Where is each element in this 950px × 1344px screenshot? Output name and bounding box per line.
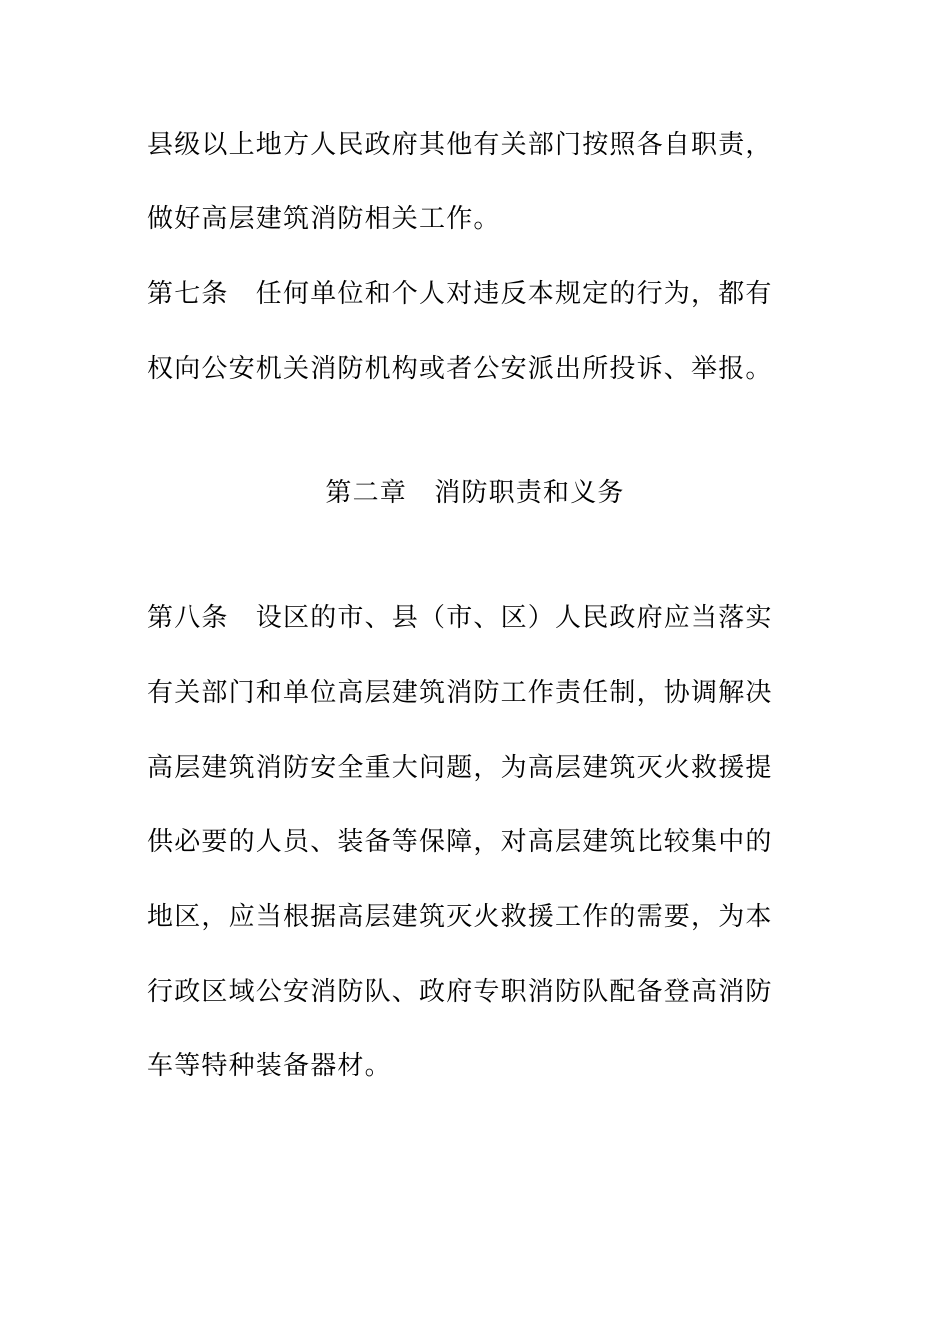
paragraph-line: 车等特种装备器材。 (147, 1051, 392, 1081)
paragraph-line: 县级以上地方人民政府其他有关部门按照各自职责， (147, 130, 773, 160)
article-7-line: 第七条 任何单位和个人对违反本规定的行为，都有 (147, 279, 773, 309)
paragraph-line: 地区，应当根据高层建筑灭火救援工作的需要，为本 (147, 902, 773, 932)
paragraph-line: 供必要的人员、装备等保障，对高层建筑比较集中的 (147, 827, 773, 857)
chapter-heading: 第二章 消防职责和义务 (325, 478, 625, 508)
article-8-line: 第八条 设区的市、县（市、区）人民政府应当落实 (147, 603, 773, 633)
paragraph-line: 做好高层建筑消防相关工作。 (147, 204, 501, 234)
paragraph-line: 有关部门和单位高层建筑消防工作责任制，协调解决 (147, 678, 773, 708)
paragraph-line: 高层建筑消防安全重大问题，为高层建筑灭火救援提 (147, 753, 773, 783)
paragraph-line: 行政区域公安消防队、政府专职消防队配备登高消防 (147, 977, 773, 1007)
paragraph-line: 权向公安机关消防机构或者公安派出所投诉、举报。 (147, 354, 773, 384)
